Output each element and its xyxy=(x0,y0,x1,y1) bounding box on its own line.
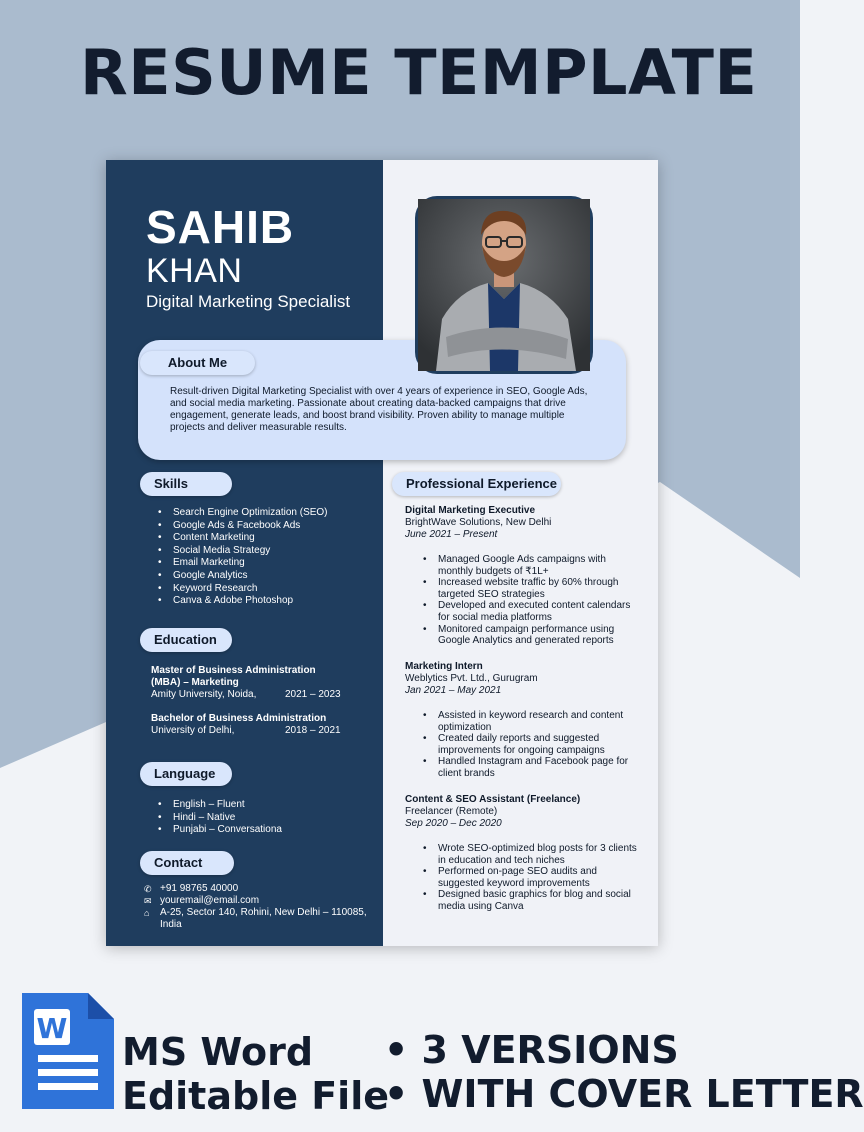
list-item: • Email Marketing xyxy=(158,557,328,570)
language-list xyxy=(158,799,282,837)
role-title: Content & SEO Assistant (Freelance) xyxy=(405,794,581,805)
list-item: • Hindi – Native xyxy=(158,812,282,825)
education-heading: Education xyxy=(140,628,232,652)
resume-document xyxy=(106,160,658,946)
home-icon: ⌂ xyxy=(144,908,150,918)
profile-photo xyxy=(415,196,593,374)
experience-entry xyxy=(405,505,655,647)
about-me-text: Result-driven Digital Marketing Specialist with over 4 years of experience in SEO, Google Ads, and social media marketing. Passionate about creating data-backed campaigns that drive engagement, generate leads, and boost brand visibility. Proven ability to manage multiple projects and deliver measurable results. xyxy=(170,386,588,433)
ms-word-icon xyxy=(22,993,114,1109)
skills-list xyxy=(158,507,328,608)
language-heading: Language xyxy=(140,762,232,786)
list-item: • Assisted in keyword research and content optimization xyxy=(423,710,643,733)
education-entry xyxy=(151,665,371,701)
about-me-heading: About Me xyxy=(140,351,255,375)
skills-heading: Skills xyxy=(140,472,232,496)
dates: Jan 2021 – May 2021 xyxy=(405,685,502,696)
experience-entry xyxy=(405,661,655,780)
experience-entry xyxy=(405,794,655,913)
contact-heading: Contact xyxy=(140,851,234,875)
list-item: • Wrote SEO-optimized blog posts for 3 clients in education and tech niches xyxy=(423,843,643,866)
dates: June 2021 – Present xyxy=(405,529,498,540)
list-item: • Google Analytics xyxy=(158,570,328,583)
list-item: • Content Marketing xyxy=(158,532,328,545)
person-portrait-icon xyxy=(418,199,590,371)
education-entry xyxy=(151,713,371,737)
list-item: • Canva & Adobe Photoshop xyxy=(158,595,328,608)
mail-icon: ✉ xyxy=(144,896,152,906)
file-editable-label: Editable File xyxy=(122,1074,390,1118)
education-years: 2018 – 2021 xyxy=(285,725,341,736)
feature-versions: • 3 VERSIONS xyxy=(384,1028,679,1072)
feature-cover-letter: • WITH COVER LETTER xyxy=(384,1072,864,1116)
phone-icon: ✆ xyxy=(144,884,152,894)
organization: BrightWave Solutions, New Delhi xyxy=(405,517,552,528)
list-item: • Google Ads & Facebook Ads xyxy=(158,520,328,533)
degree-title-line2: (MBA) – Marketing xyxy=(151,677,239,688)
degree-title: Bachelor of Business Administration xyxy=(151,713,327,724)
list-item: • Keyword Research xyxy=(158,583,328,596)
list-item: • Created daily reports and suggested improvements for ongoing campaigns xyxy=(423,733,643,756)
dates: Sep 2020 – Dec 2020 xyxy=(405,818,502,829)
list-item: • Handled Instagram and Facebook page for client brands xyxy=(423,756,643,779)
job-title: Digital Marketing Specialist xyxy=(146,292,351,311)
list-item: • Monitored campaign performance using Google Analytics and generated reports xyxy=(423,624,643,647)
institution: Amity University, Noida, xyxy=(151,689,257,700)
contact-phone: ✆ +91 98765 40000 xyxy=(144,883,239,894)
degree-title: Master of Business Administration xyxy=(151,665,316,676)
list-item: • Designed basic graphics for blog and social media using Canva xyxy=(423,889,643,912)
contact-email: ✉ youremail@email.com xyxy=(144,895,260,906)
experience-heading: Professional Experience xyxy=(392,472,561,496)
list-item: • Developed and executed content calendars for social media platforms xyxy=(423,600,643,623)
svg-text:W: W xyxy=(36,1012,68,1045)
role-title: Marketing Intern xyxy=(405,661,483,672)
list-item: • Increased website traffic by 60% through targeted SEO strategies xyxy=(423,577,643,600)
role-title: Digital Marketing Executive xyxy=(405,505,536,516)
institution: University of Delhi, xyxy=(151,725,235,736)
last-name: KHAN xyxy=(146,252,243,290)
list-item: • Performed on-page SEO audits and suggested keyword improvements xyxy=(423,866,643,889)
list-item: • Search Engine Optimization (SEO) xyxy=(158,507,328,520)
contact-address: ⌂ A-25, Sector 140, Rohini, New Delhi – 110085, India xyxy=(144,907,367,930)
list-item: • English – Fluent xyxy=(158,799,282,812)
list-item: • Social Media Strategy xyxy=(158,545,328,558)
list-item: • Managed Google Ads campaigns with monthly budgets of ₹1L+ xyxy=(423,554,643,577)
organization: Weblytics Pvt. Ltd., Gurugram xyxy=(405,673,538,684)
file-type-label: MS Word xyxy=(122,1030,314,1074)
organization: Freelancer (Remote) xyxy=(405,806,498,817)
page-title: RESUME TEMPLATE xyxy=(80,36,758,109)
list-item: • Punjabi – Conversationa xyxy=(158,824,282,837)
education-years: 2021 – 2023 xyxy=(285,689,341,700)
first-name: SAHIB xyxy=(146,201,295,253)
